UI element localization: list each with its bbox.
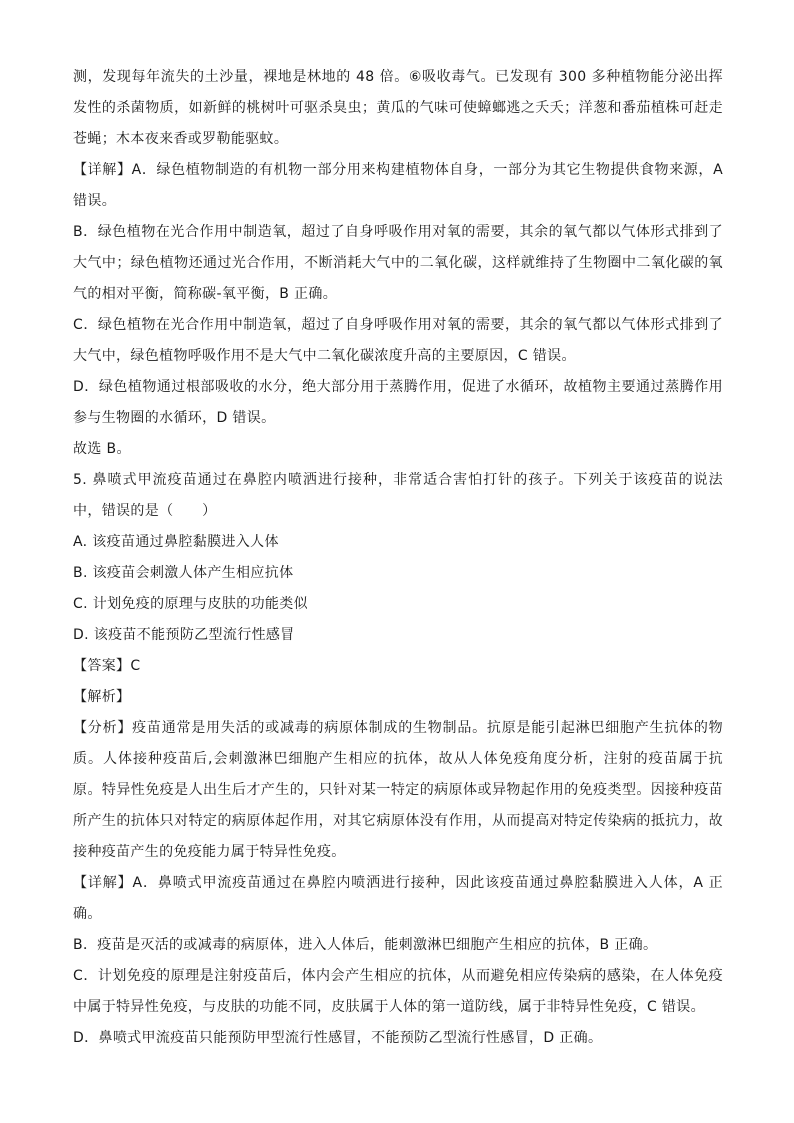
document-page [73,62,723,1054]
analysis-paragraph: 【分析】疫苗通常是用失活的或减毒的病原体制成的生物制品。抗原是能引起淋巴细胞产生抗体的物质。人体接种疫苗后,会刺激淋巴细胞产生相应的抗体，故从人体免疫角度分析，注射的疫苗属于抗原。特异性免疫是人出生后才产生的，只针对某一特定的病原体或异物起作用的免疫类型。因接种疫苗所产生的抗体只对特定的病原体起作用，对其它病原体没有作用，从而提高对特定传染病的抵抗力，故接种疫苗产生的免疫能力属于特异性免疫。 [73,720,723,860]
analysis-detail-c: C．计划免疫的原理是注射疫苗后，体内会产生相应的抗体，从而避免相应传染病的感染，在人体免疫中属于特异性免疫，与皮肤的功能不同，皮肤属于人体的第一道防线，属于非特异性免疫，C 错误。 [73,968,723,1015]
option-c: C. 计划免疫的原理与皮肤的功能类似 [73,596,308,612]
paragraph-detail-b: B．绿色植物在光合作用中制造氧，超过了自身呼吸作用对氧的需要，其余的氧气都以气体形式排到了大气中；绿色植物还通过光合作用，不断消耗大气中的二氧化碳，这样就维持了生物圈中二氧化碳的氧气的相对平衡，简称碳-氧平衡，B 正确。 [73,224,723,302]
analysis-detail-d: D．鼻喷式甲流疫苗只能预防甲型流行性感冒，不能预防乙型流行性感冒，D 正确。 [73,1030,603,1046]
answer-label: 【答案】C [73,658,141,674]
option-d: D. 该疫苗不能预防乙型流行性感冒 [73,627,295,643]
option-a: A. 该疫苗通过鼻腔黏膜进入人体 [73,534,279,550]
option-b: B. 该疫苗会刺激人体产生相应抗体 [73,565,294,581]
paragraph-continuation: 测，发现每年流失的土沙量，裸地是林地的 48 倍。⑥吸收毒气。已发现有 300 多种植物能分泌出挥发性的杀菌物质，如新鲜的桃树叶可驱杀臭虫；黄瓜的气味可使蟑螂逃之夭夭；洋葱和番茄植株可赶走苍蝇；木本夜来香或罗勒能驱蚊。 [73,69,723,147]
analysis-detail-a: 【详解】A．鼻喷式甲流疫苗通过在鼻腔内喷洒进行接种，因此该疫苗通过鼻腔黏膜进入人体，A 正确。 [73,875,723,922]
paragraph-conclusion: 故选 B。 [73,441,131,457]
paragraph-detail-a: 【详解】A．绿色植物制造的有机物一部分用来构建植物体自身，一部分为其它生物提供食物来源，A 错误。 [73,162,723,209]
question-stem: 5. 鼻喷式甲流疫苗通过在鼻腔内喷洒进行接种，非常适合害怕打针的孩子。下列关于该疫苗的说法中，错误的是（ ） [73,472,723,519]
paragraph-detail-c: C．绿色植物在光合作用中制造氧，超过了自身呼吸作用对氧的需要，其余的氧气都以气体形式排到了大气中，绿色植物呼吸作用不是大气中二氧化碳浓度升高的主要原因，C 错误。 [73,317,723,364]
analysis-detail-b: B．疫苗是灭活的或减毒的病原体，进入人体后，能刺激淋巴细胞产生相应的抗体，B 正确。 [73,937,658,953]
paragraph-detail-d: D．绿色植物通过根部吸收的水分，绝大部分用于蒸腾作用，促进了水循环，故植物主要通过蒸腾作用参与生物圈的水循环，D 错误。 [73,379,723,426]
analysis-label: 【解析】 [73,689,131,705]
